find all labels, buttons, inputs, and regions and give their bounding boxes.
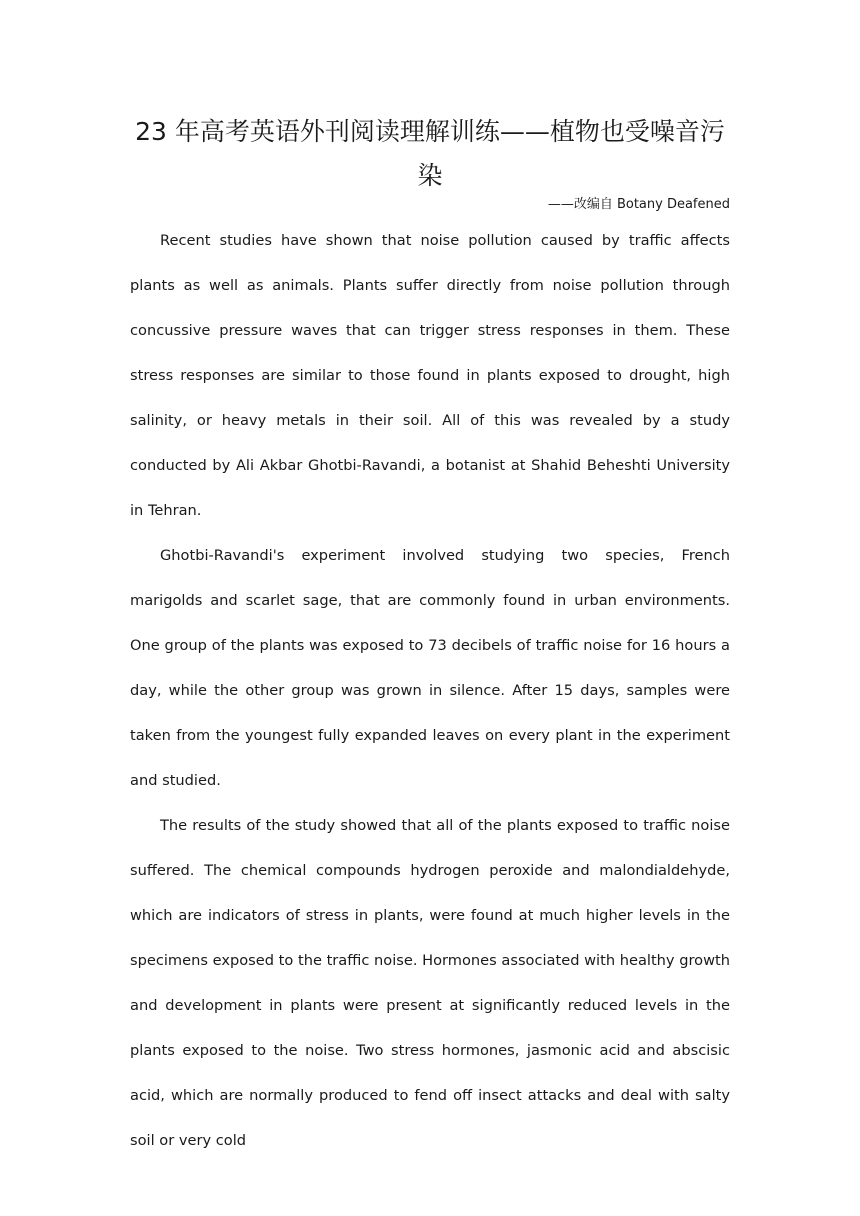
document-title: 23 年高考英语外刊阅读理解训练——植物也受噪音污染 <box>135 117 725 190</box>
paragraph-1: Recent studies have shown that noise pollution caused by traffic affects plants as well as animals. Plants suffer directly from noise pollution through concussive pressure waves that can trigger stress responses in them. These stress responses are similar to those found in plants exposed to drought, high salinity, or heavy metals in their soil. All of this was revealed by a study conducted by Ali Akbar Ghotbi-Ravandi, a botanist at Shahid Beheshti University in Tehran. <box>130 232 730 519</box>
source-attribution: ——改编自 Botany Deafened <box>547 197 730 212</box>
paragraph-3: The results of the study showed that all of the plants exposed to traffic noise suffered. The chemical compounds hydrogen peroxide and malondialdehyde, which are indicators of stress in plants, were found at much higher levels in the specimens exposed to the traffic noise. Hormones associated with healthy growth and development in plants were present at significantly reduced levels in the plants exposed to the noise. Two stress hormones, jasmonic acid and abscisic acid, which are normally produced to fend off insect attacks and deal with salty soil or very cold <box>130 817 730 1149</box>
paragraph-2: Ghotbi-Ravandi's experiment involved studying two species, French marigolds and scarlet sage, that are commonly found in urban environments. One group of the plants was exposed to 73 decibels of traffic noise for 16 hours a day, while the other group was grown in silence. After 15 days, samples were taken from the youngest fully expanded leaves on every plant in the experiment and studied. <box>130 547 730 789</box>
